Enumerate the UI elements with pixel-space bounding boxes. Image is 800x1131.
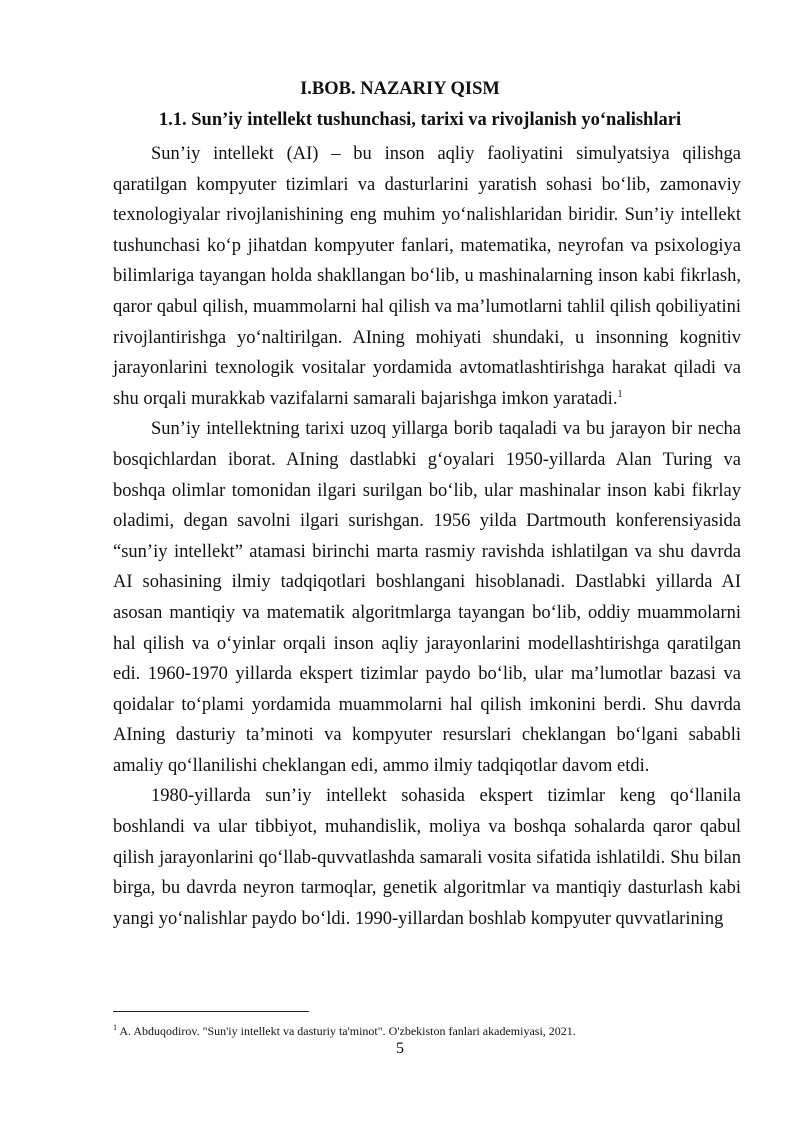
footnote-separator [113, 1011, 309, 1012]
section-title: 1.1. Sun’iy intellekt tushunchasi, tarixi va rivojlanish yo‘nalishlari [158, 110, 682, 130]
footnote [113, 1024, 741, 1038]
page-number: 5 [396, 1040, 404, 1057]
paragraph-1-text: Sun’iy intellekt (AI) – bu inson aqliy faoliyatini simulyatsiya qilishga qaratilgan kompyuter tizimlari va dasturlarini yaratish sohasi bo‘lib, zamonaviy texnologiyalar rivojlanishining eng muhim yo‘nalishlaridan biridir. Sun’iy intellekt tushunchasi ko‘p jihatdan kompyuter fanlari, matematika, neyrofan va psixologiya bilimlariga tayangan holda shakllangan bo‘lib, u mashinalarning inson kabi fikrlash, qaror qabul qilish, muammolarni hal qilish va ma’lumotlarni tahlil qilish qobiliyatini rivojlantirishga yo‘naltirilgan. AIning mohiyati shundaki, u insonning kognitiv jarayonlarini texnologik vositalar yordamida avtomatlashtirishga harakat qiladi va shu orqali murakkab vazifalarni samarali bajarishga imkon yaratadi. [113, 144, 741, 409]
paragraph-2: Sun’iy intellektning tarixi uzoq yillarga borib taqaladi va bu jarayon bir necha bosqichlardan iborat. AIning dastlabki g‘oyalari 1950-yillarda Alan Turing va boshqa olimlar tomonidan ilgari surilgan bo‘lib, ular mashinalar inson kabi fikrlay oladimi, degan savolni ilgari surishgan. 1956 yilda Dartmouth konferensiyasida “sun’iy intellekt” atamasi birinchi marta rasmiy ravishda ishlatilgan va shu davrda AI sohasining ilmiy tadqiqotlari boshlangani hisoblanadi. Dastlabki yillarda AI asosan mantiqiy va matematik algoritmlarga tayangan bo‘lib, oddiy muammolarni hal qilish va o‘yinlar orqali inson aqliy jarayonlarini modellashtirishga qaratilgan edi. 1960-1970 yillarda ekspert tizimlar paydo bo‘lib, ular ma’lumotlar bazasi va qoidalar to‘plami yordamida muammolarni hal qilish imkonini berdi. Shu davrda AIning dasturiy ta’minoti va kompyuter resurslari cheklangan bo‘lgani sababli amaliy qo‘llanilishi cheklangan edi, ammo ilmiy tadqiqotlar davom etdi. [113, 419, 741, 776]
chapter-title: I.BOB. NAZARIY QISM [300, 79, 500, 99]
footnote-marker: 1 [113, 1023, 117, 1032]
footnote-reference: 1 [617, 388, 623, 400]
paragraph-1 [113, 139, 741, 414]
body-text [113, 139, 741, 934]
footnote-text: A. Abduqodirov. "Sun'iy intellekt va dasturiy ta'minot". O'zbekiston fanlari akademiyasi, 2021. [119, 1024, 576, 1038]
paragraph-3: 1980-yillarda sun’iy intellekt sohasida ekspert tizimlar keng qo‘llanila boshlandi va ular tibbiyot, muhandislik, moliya va boshqa sohalarda qaror qabul qilish jarayonlarini qo‘llab-quvvatlashda samarali vosita sifatida ishlatildi. Shu bilan birga, bu davrda neyron tarmoqlar, genetik algoritmlar va mantiqiy dasturlash kabi yangi yo‘nalishlar paydo bo‘ldi. 1990-yillardan boshlab kompyuter quvvatlarining [113, 786, 741, 929]
